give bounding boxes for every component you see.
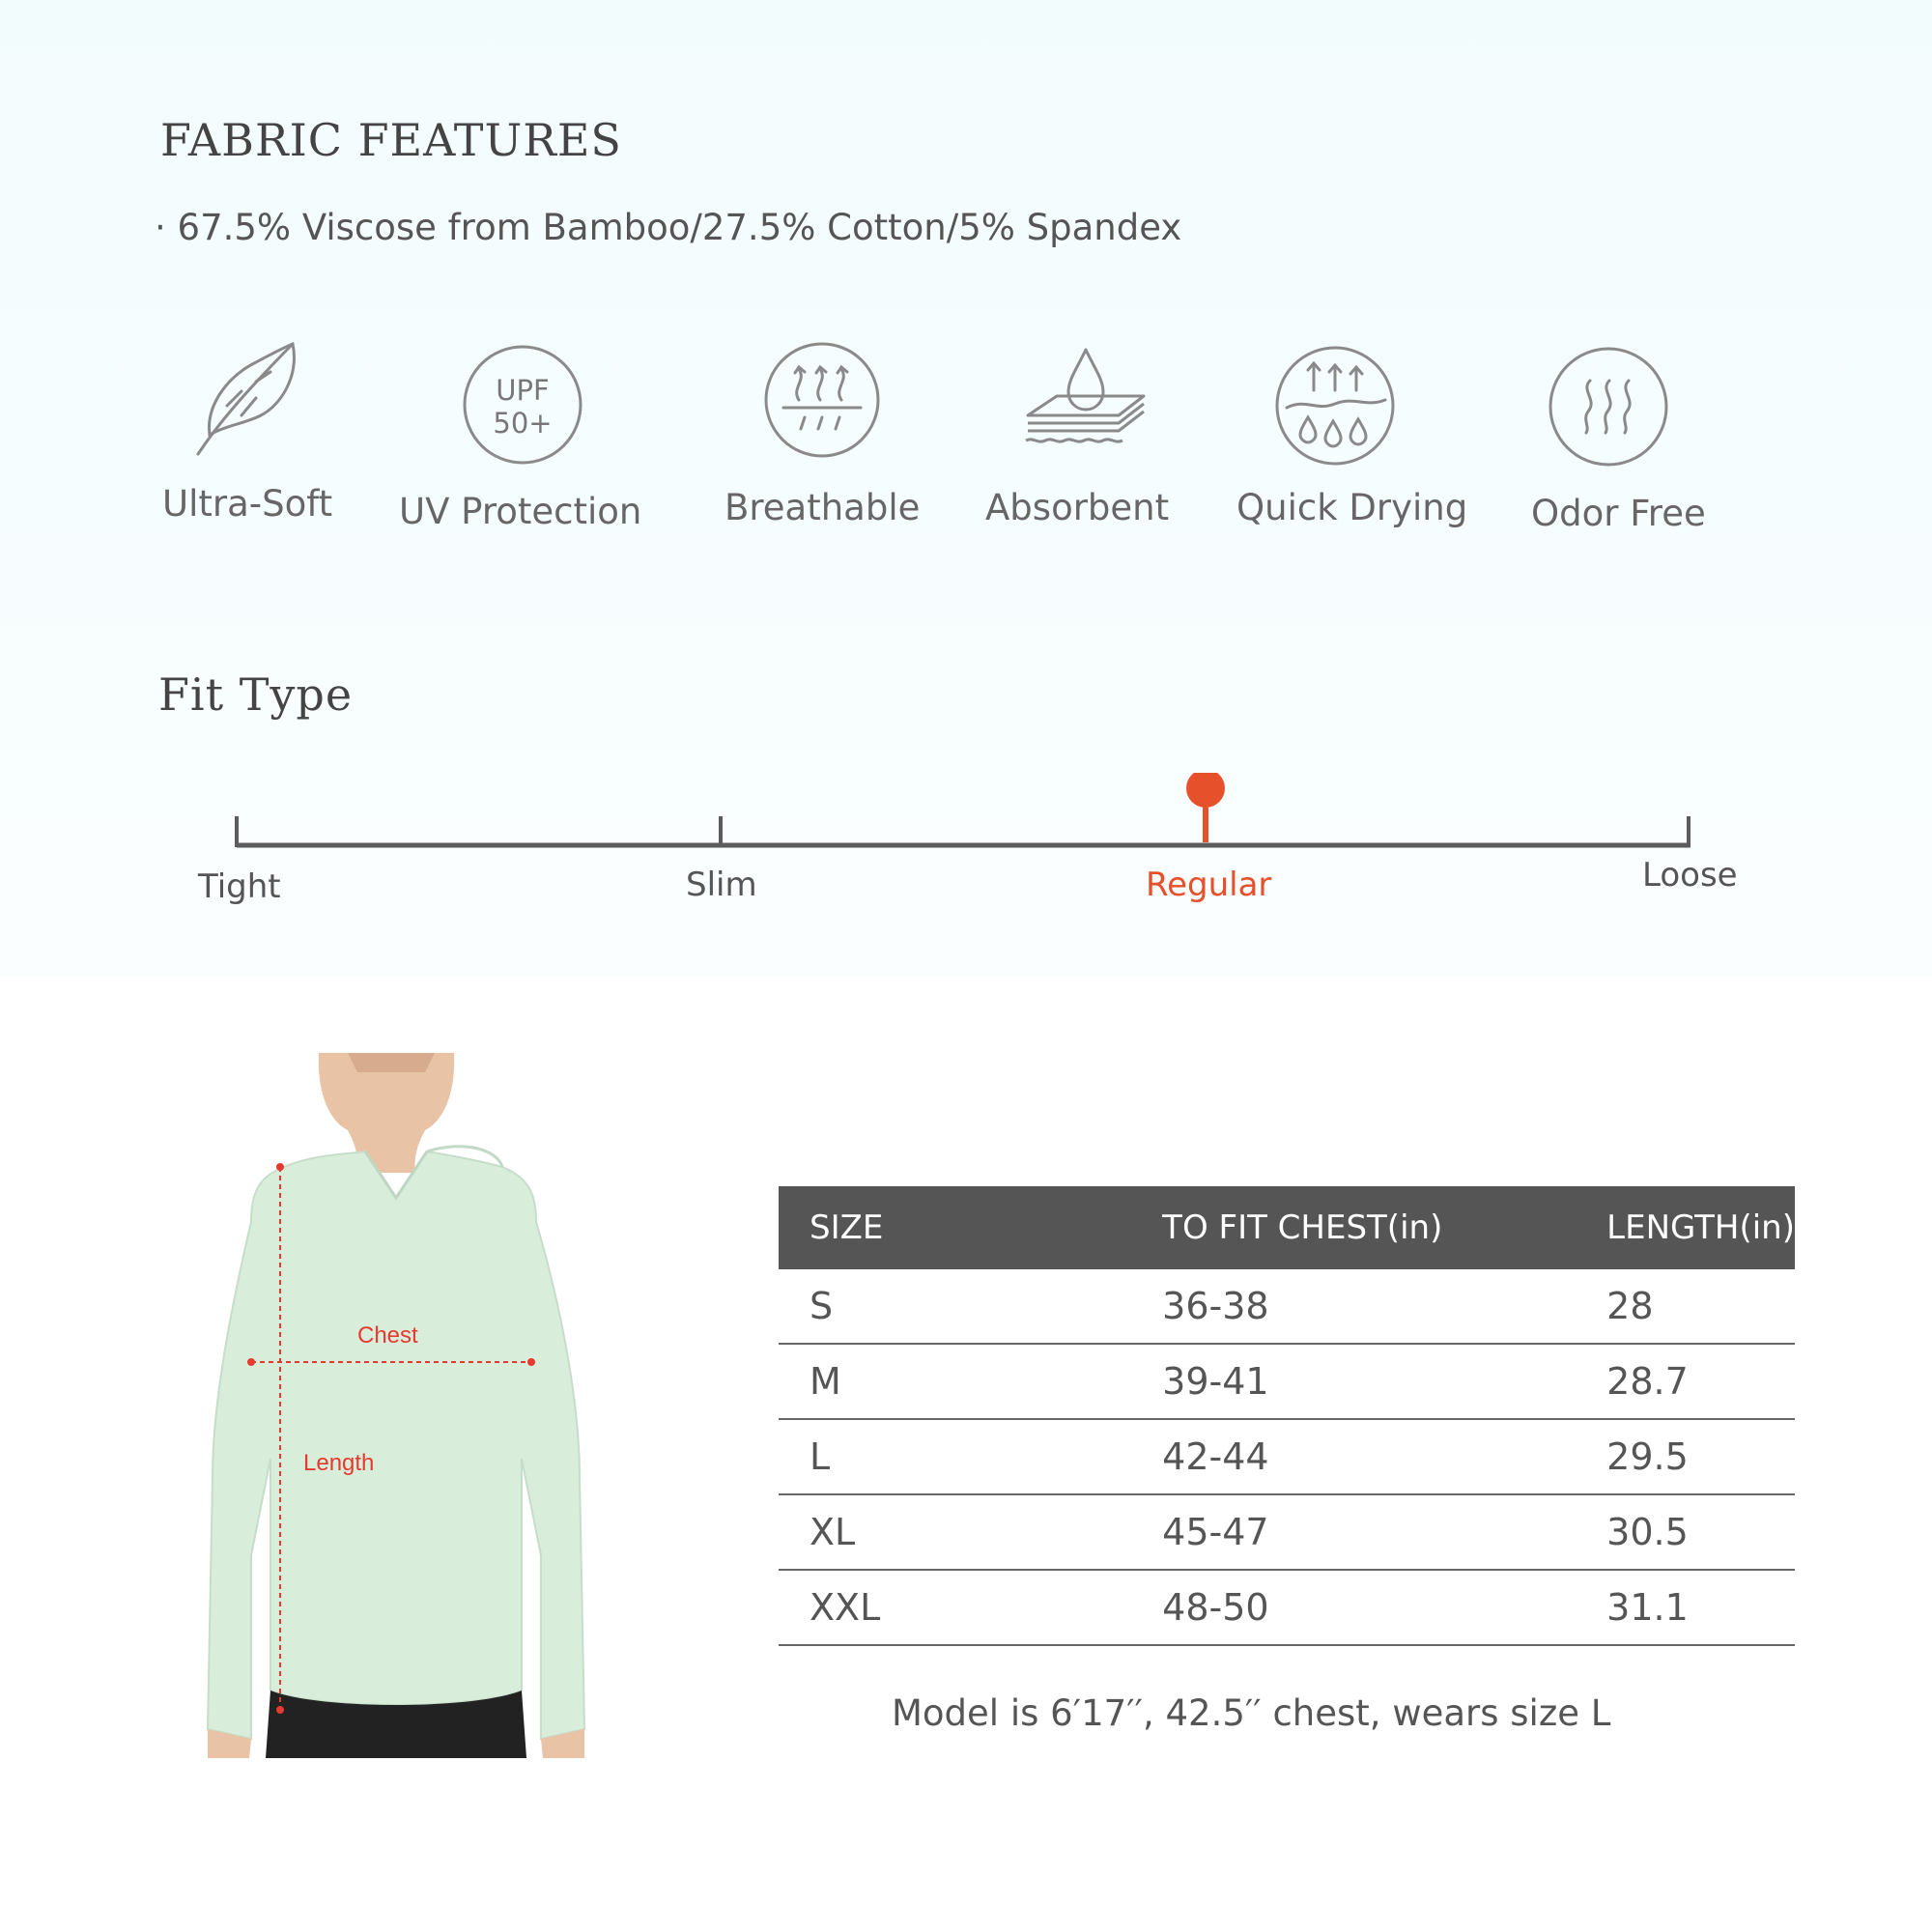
length-cell: 28 <box>1606 1269 1795 1344</box>
size-cell: XL <box>779 1494 1017 1570</box>
evaporation-icon <box>1273 344 1397 468</box>
fit-type-title: Fit Type <box>158 668 354 721</box>
table-row <box>779 1344 1795 1419</box>
length-cell: 30.5 <box>1606 1494 1795 1570</box>
feature-label-ultra-soft: Ultra-Soft <box>162 483 333 525</box>
fit-label-loose: Loose <box>1642 856 1738 895</box>
fit-label-regular: Regular <box>1146 866 1272 904</box>
fabric-composition: · 67.5% Viscose from Bamboo/27.5% Cotton/5% Spandex <box>155 207 1182 248</box>
fabric-features-title: FABRIC FEATURES <box>160 114 622 166</box>
feather-icon <box>188 338 304 459</box>
chest-cell: 48-50 <box>1017 1570 1606 1645</box>
size-cell: L <box>779 1419 1017 1494</box>
header-chest: TO FIT CHEST(in) <box>1017 1186 1606 1269</box>
shirt-body <box>208 1151 584 1739</box>
length-cell: 31.1 <box>1606 1570 1795 1645</box>
upf-badge-line1: UPF <box>496 374 550 407</box>
feature-label-odor-free: Odor Free <box>1531 493 1706 534</box>
header-size: SIZE <box>779 1186 1017 1269</box>
size-chart-header <box>779 1186 1795 1269</box>
table-row <box>779 1419 1795 1494</box>
upf-badge-icon <box>462 344 583 466</box>
fit-marker-pin <box>1186 773 1225 808</box>
length-label: Length <box>303 1450 375 1476</box>
chest-cell: 39-41 <box>1017 1344 1606 1419</box>
water-drop-icon <box>1018 346 1148 460</box>
model-size-note: Model is 6′17′′, 42.5′′ chest, wears size L <box>892 1692 1611 1734</box>
size-cell: XXL <box>779 1570 1017 1645</box>
chest-cell: 45-47 <box>1017 1494 1606 1570</box>
feature-label-absorbent: Absorbent <box>985 487 1170 528</box>
size-cell: M <box>779 1344 1017 1419</box>
size-chart <box>779 1186 1795 1646</box>
length-cell: 28.7 <box>1606 1344 1795 1419</box>
table-row <box>779 1494 1795 1570</box>
feature-label-breathable: Breathable <box>724 487 921 528</box>
size-cell: S <box>779 1269 1017 1344</box>
upf-badge-line2: 50+ <box>493 407 553 440</box>
airflow-icon <box>762 340 882 460</box>
header-length: LENGTH(in) <box>1606 1186 1795 1269</box>
fresh-air-icon <box>1548 346 1669 468</box>
chest-label: Chest <box>357 1322 418 1349</box>
feature-label-quick-drying: Quick Drying <box>1236 487 1468 528</box>
table-row <box>779 1269 1795 1344</box>
feature-label-uv-protection: UV Protection <box>399 491 642 532</box>
chest-cell: 36-38 <box>1017 1269 1606 1344</box>
fit-label-tight: Tight <box>198 867 281 906</box>
fit-scale <box>222 773 1710 850</box>
table-row <box>779 1570 1795 1645</box>
chest-cell: 42-44 <box>1017 1419 1606 1494</box>
fit-label-slim: Slim <box>686 866 757 904</box>
garment-illustration <box>155 1053 638 1758</box>
length-cell: 29.5 <box>1606 1419 1795 1494</box>
